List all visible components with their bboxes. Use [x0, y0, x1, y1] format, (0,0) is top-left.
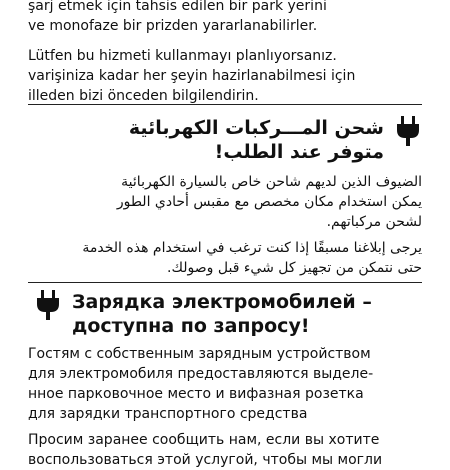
arabic-title-line-2: متوفر عند الطلب! — [214, 141, 384, 163]
turkish-section — [28, 0, 422, 106]
arabic-heading — [28, 116, 422, 164]
russian-line: для электромобиля предоставляются выделе- — [28, 366, 374, 382]
arabic-line: الضيوف الذين لديهم شاحن خاص بالسيارة الكهربائية — [121, 174, 422, 190]
section-divider — [28, 104, 422, 105]
plug-icon — [34, 290, 62, 320]
russian-line: воспользоваться этой услугой, чтобы мы могли — [28, 452, 383, 468]
arabic-section — [28, 116, 422, 278]
russian-section — [28, 290, 422, 470]
plug-icon — [394, 116, 422, 146]
russian-title-line-1: Зарядка электромобилей – — [72, 291, 372, 313]
russian-line: Гостям с собственным зарядным устройством — [28, 346, 371, 362]
russian-heading — [28, 290, 422, 338]
russian-line: для зарядки транспортного средства — [28, 406, 308, 422]
arabic-line: لشحن مركباتهم. — [326, 214, 422, 230]
turkish-line: şarj etmek için tahsis edilen bir park yerini — [28, 0, 327, 14]
turkish-line: illeden bizi önceden bilgilendirin. — [28, 88, 259, 104]
arabic-title-line-1: شحن المـــركبات الكهربائية — [128, 117, 384, 139]
russian-body — [28, 344, 422, 470]
arabic-line: يمكن استخدام مكان مخصص مع مقبس أحادي الطور — [116, 194, 422, 210]
russian-line: нное парковочное место и вифазная розетка — [28, 386, 364, 402]
turkish-line: Lütfen bu hizmeti kullanmayı planlıyorsanız. — [28, 48, 337, 64]
russian-title-line-2: доступна по запросу! — [72, 315, 310, 337]
turkish-line: ve monofaze bir prizden yararlanabilirler. — [28, 18, 318, 34]
turkish-line: varişiniza kadar her şeyin hazirlanabilmesi için — [28, 68, 356, 84]
arabic-line: حتى نتمكن من تجهيز كل شيء قبل وصولك. — [167, 260, 422, 276]
arabic-body — [28, 172, 422, 278]
arabic-line: يرجى إبلاغنا مسبقًا إذا كنت ترغب في استخدام هذه الخدمة — [82, 240, 422, 256]
section-divider — [28, 282, 422, 283]
russian-line: Просим заранее сообщить нам, если вы хотите — [28, 432, 380, 448]
